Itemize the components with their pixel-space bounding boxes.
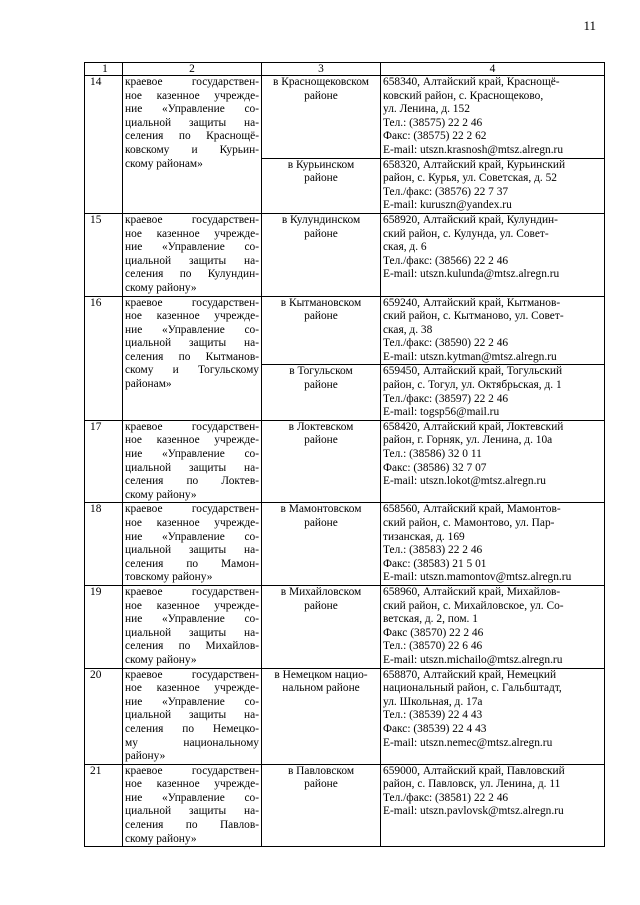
organization-line: краевое государствен- xyxy=(125,668,259,681)
district-line: в Курьинском xyxy=(287,158,355,171)
contact-line: 658560, Алтайский край, Мамонтов- xyxy=(383,503,561,516)
contact-line: Тел.: (38570) 22 6 46 xyxy=(383,640,483,653)
contact-details xyxy=(381,158,605,213)
district-line: в Кытмановском xyxy=(280,296,362,309)
organization-line: циальной защиты на- xyxy=(125,254,259,267)
contact-line: 659240, Алтайский край, Кытманов- xyxy=(383,296,561,309)
header-row xyxy=(85,63,605,76)
organization-line: скому району» xyxy=(125,281,197,294)
organization-name xyxy=(123,76,262,214)
district-line: нальном районе xyxy=(282,682,360,695)
contact-line: ский район, с. Михайловское, ул. Со- xyxy=(383,599,564,612)
organization-line: селения по Михайлов- xyxy=(125,640,259,653)
contact-details xyxy=(381,764,605,847)
organization-line: ние «Управление со- xyxy=(125,613,259,626)
contact-line: Тел./факс: (38581) 22 2 46 xyxy=(383,791,509,804)
contact-details xyxy=(381,213,605,296)
row-number: 14 xyxy=(85,76,123,214)
contacts-table xyxy=(84,62,605,847)
row-number: 20 xyxy=(85,668,123,764)
organization-line: краевое государствен- xyxy=(125,764,259,777)
district xyxy=(262,585,381,668)
organization-name xyxy=(123,420,262,503)
organization-line: краевое государствен- xyxy=(125,76,259,88)
contact-line: Тел.: (38583) 22 2 46 xyxy=(383,544,483,557)
contact-line: 658960, Алтайский край, Михайлов- xyxy=(383,585,561,598)
table-row xyxy=(85,668,605,764)
organization-line: ние «Управление со- xyxy=(125,448,259,461)
organization-line: ное казенное учрежде- xyxy=(125,89,259,102)
organization-line: циальной защиты на- xyxy=(125,116,259,129)
page-number: 11 xyxy=(583,18,596,33)
contact-line: ский район, с. Мамонтово, ул. Пар- xyxy=(383,517,555,529)
contact-line: Факс: (38575) 22 2 62 xyxy=(383,130,487,143)
row-number: 15 xyxy=(85,213,123,296)
district-line: в Краснощековском xyxy=(273,76,369,88)
organization-line: ние «Управление со- xyxy=(125,241,259,254)
contact-line: Тел.: (38539) 22 4 43 xyxy=(383,709,483,722)
district-line: районе xyxy=(304,172,338,185)
organization-line: циальной защиты на- xyxy=(125,805,259,818)
organization-name xyxy=(123,213,262,296)
district-line: районе xyxy=(304,434,338,447)
contact-line: 658320, Алтайский край, Курьинский xyxy=(383,158,566,171)
contact-line: национальный район, с. Гальбштадт, xyxy=(383,682,562,695)
district xyxy=(262,420,381,503)
organization-line: скому району» xyxy=(125,653,197,666)
organization-line: краевое государствен- xyxy=(125,213,259,226)
organization-line: ное казенное учрежде- xyxy=(125,310,259,323)
district-line: в Павловском xyxy=(287,764,355,777)
table-row xyxy=(85,420,605,503)
contact-line: район, с. Курья, ул. Советская, д. 52 xyxy=(383,172,557,185)
organization-line: ковскому и Курьин- xyxy=(125,143,259,156)
contact-line: ская, д. 6 xyxy=(383,241,427,254)
organization-line: циальной защиты на- xyxy=(125,544,259,557)
contact-line: тизанская, д. 169 xyxy=(383,530,465,543)
organization-line: селения по Немецко- xyxy=(125,722,259,735)
contact-line: район, с. Тогул, ул. Октябрьская, д. 1 xyxy=(383,379,562,392)
contact-line: ковский район, с. Краснощеково, xyxy=(383,89,544,102)
contact-line: ул. Ленина, д. 152 xyxy=(383,103,470,116)
table-row xyxy=(85,296,605,365)
contact-line: район, с. Павловск, ул. Ленина, д. 11 xyxy=(383,778,561,791)
organization-line: району» xyxy=(125,750,166,763)
contact-details xyxy=(381,296,605,365)
header-col-4: 4 xyxy=(381,63,605,76)
row-number: 17 xyxy=(85,420,123,503)
district-line: в Михайловском xyxy=(280,585,362,598)
contact-line: Факс (38570) 22 2 46 xyxy=(383,626,484,639)
organization-line: циальной защиты на- xyxy=(125,626,259,639)
contact-line: E-mail: utszn.michailo@mtsz.alregn.ru xyxy=(383,653,563,666)
district xyxy=(262,158,381,213)
header-col-3: 3 xyxy=(262,63,381,76)
row-number: 21 xyxy=(85,764,123,847)
district xyxy=(262,296,381,365)
organization-line: селения по Мамон- xyxy=(125,557,259,570)
contact-line: E-mail: utszn.nemec@mtsz.alregn.ru xyxy=(383,736,553,749)
organization-line: скому районам» xyxy=(125,157,203,170)
contact-line: Тел.: (38575) 22 2 46 xyxy=(383,116,483,129)
organization-line: краевое государствен- xyxy=(125,420,259,433)
organization-line: ное казенное учрежде- xyxy=(125,227,259,240)
district xyxy=(262,764,381,847)
district xyxy=(262,213,381,296)
organization-line: ние «Управление со- xyxy=(125,791,259,804)
district-line: в Тогульском xyxy=(289,365,353,378)
district-line: районе xyxy=(304,517,338,529)
organization-name xyxy=(123,503,262,586)
contact-line: 658340, Алтайский край, Краснощё- xyxy=(383,76,560,88)
district-line: в Немецком нацио- xyxy=(274,668,368,681)
contact-line: Тел./факс: (38597) 22 2 46 xyxy=(383,392,509,405)
contact-line: район, г. Горняк, ул. Ленина, д. 10а xyxy=(383,434,553,447)
contact-line: ветская, д. 2, пом. 1 xyxy=(383,613,478,626)
organization-line: ное казенное учрежде- xyxy=(125,517,259,529)
organization-line: му национальному xyxy=(125,736,259,749)
organization-line: селения по Кытманов- xyxy=(125,350,259,363)
contact-line: ский район, с. Кулунда, ул. Совет- xyxy=(383,227,549,240)
contact-line: Факс: (38586) 32 7 07 xyxy=(383,461,487,474)
table-row xyxy=(85,76,605,159)
contact-line: E-mail: utszn.mamontov@mtsz.alregn.ru xyxy=(383,571,572,584)
contact-details xyxy=(381,503,605,586)
organization-line: скому и Тогульскому xyxy=(125,364,259,377)
organization-line: ное казенное учрежде- xyxy=(125,434,259,447)
contact-line: Факс: (38539) 22 4 43 xyxy=(383,722,487,735)
contact-line: ский район, с. Кытманово, ул. Совет- xyxy=(383,310,564,323)
table-body xyxy=(85,63,605,847)
organization-name xyxy=(123,764,262,847)
organization-line: ное казенное учрежде- xyxy=(125,682,259,695)
row-number: 16 xyxy=(85,296,123,420)
contact-line: E-mail: utszn.kytman@mtsz.alregn.ru xyxy=(383,350,557,363)
row-number: 19 xyxy=(85,585,123,668)
organization-line: скому району» xyxy=(125,832,197,845)
contact-line: 659000, Алтайский край, Павловский xyxy=(383,764,565,777)
organization-line: районам» xyxy=(125,378,172,391)
contact-line: Тел./факс: (38576) 22 7 37 xyxy=(383,185,509,198)
contact-line: E-mail: utszn.pavlovsk@mtsz.alregn.ru xyxy=(383,805,564,818)
table-row xyxy=(85,213,605,296)
organization-line: ное казенное учрежде- xyxy=(125,778,259,791)
contact-line: Тел.: (38586) 32 0 11 xyxy=(383,448,482,461)
district-line: районе xyxy=(304,379,338,392)
table-row xyxy=(85,764,605,847)
organization-line: краевое государствен- xyxy=(125,585,259,598)
table-row xyxy=(85,585,605,668)
header-col-1: 1 xyxy=(85,63,123,76)
contact-details xyxy=(381,585,605,668)
contact-line: E-mail: utszn.lokot@mtsz.alregn.ru xyxy=(383,475,546,488)
district-line: районе xyxy=(304,89,338,102)
district-line: районе xyxy=(304,778,338,791)
organization-name xyxy=(123,585,262,668)
district-line: районе xyxy=(304,310,338,323)
district xyxy=(262,76,381,159)
contact-line: Тел./факс: (38566) 22 2 46 xyxy=(383,254,509,267)
organization-line: циальной защиты на- xyxy=(125,709,259,722)
table-row xyxy=(85,503,605,586)
district-line: в Локтевском xyxy=(288,420,354,433)
district xyxy=(262,503,381,586)
contact-line: Тел./факс: (38590) 22 2 46 xyxy=(383,337,509,350)
organization-line: краевое государствен- xyxy=(125,503,259,516)
organization-line: селения по Кулундин- xyxy=(125,268,259,281)
organization-line: товскому району» xyxy=(125,571,213,584)
contact-line: ская, д. 38 xyxy=(383,323,433,336)
contact-line: 659450, Алтайский край, Тогульский xyxy=(383,365,563,378)
district-line: в Кулундинском xyxy=(281,213,361,226)
district-line: в Мамонтовском xyxy=(280,503,362,516)
district-line: районе xyxy=(304,227,338,240)
contact-line: 658920, Алтайский край, Кулундин- xyxy=(383,213,558,226)
district xyxy=(262,668,381,764)
organization-line: ние «Управление со- xyxy=(125,530,259,543)
contact-details xyxy=(381,668,605,764)
organization-line: селения по Краснощё- xyxy=(125,130,259,143)
contact-line: Факс: (38583) 21 5 01 xyxy=(383,557,487,570)
organization-line: циальной защиты на- xyxy=(125,461,259,474)
contact-line: E-mail: kuruszn@yandex.ru xyxy=(383,199,512,212)
contact-details xyxy=(381,420,605,503)
contact-line: 658420, Алтайский край, Локтевский xyxy=(383,420,564,433)
contact-details xyxy=(381,76,605,159)
organization-line: ние «Управление со- xyxy=(125,103,259,116)
district xyxy=(262,365,381,420)
header-col-2: 2 xyxy=(123,63,262,76)
row-number: 18 xyxy=(85,503,123,586)
organization-line: циальной защиты на- xyxy=(125,337,259,350)
organization-line: скому району» xyxy=(125,488,197,501)
contact-line: ул. Школьная, д. 17а xyxy=(383,695,483,708)
contact-line: E-mail: utszn.kulunda@mtsz.alregn.ru xyxy=(383,268,560,281)
district-line: районе xyxy=(304,599,338,612)
contact-details xyxy=(381,365,605,420)
organization-line: селения по Павлов- xyxy=(125,819,259,832)
organization-line: ное казенное учрежде- xyxy=(125,599,259,612)
organization-line: краевое государствен- xyxy=(125,296,259,309)
contact-line: 658870, Алтайский край, Немецкий xyxy=(383,668,557,681)
organization-name xyxy=(123,668,262,764)
organization-name xyxy=(123,296,262,420)
contact-line: E-mail: togsp56@mail.ru xyxy=(383,406,500,419)
organization-line: ние «Управление со- xyxy=(125,695,259,708)
organization-line: селения по Локтев- xyxy=(125,475,259,488)
organization-line: ние «Управление со- xyxy=(125,323,259,336)
contact-line: E-mail: utszn.krasnosh@mtsz.alregn.ru xyxy=(383,143,564,156)
